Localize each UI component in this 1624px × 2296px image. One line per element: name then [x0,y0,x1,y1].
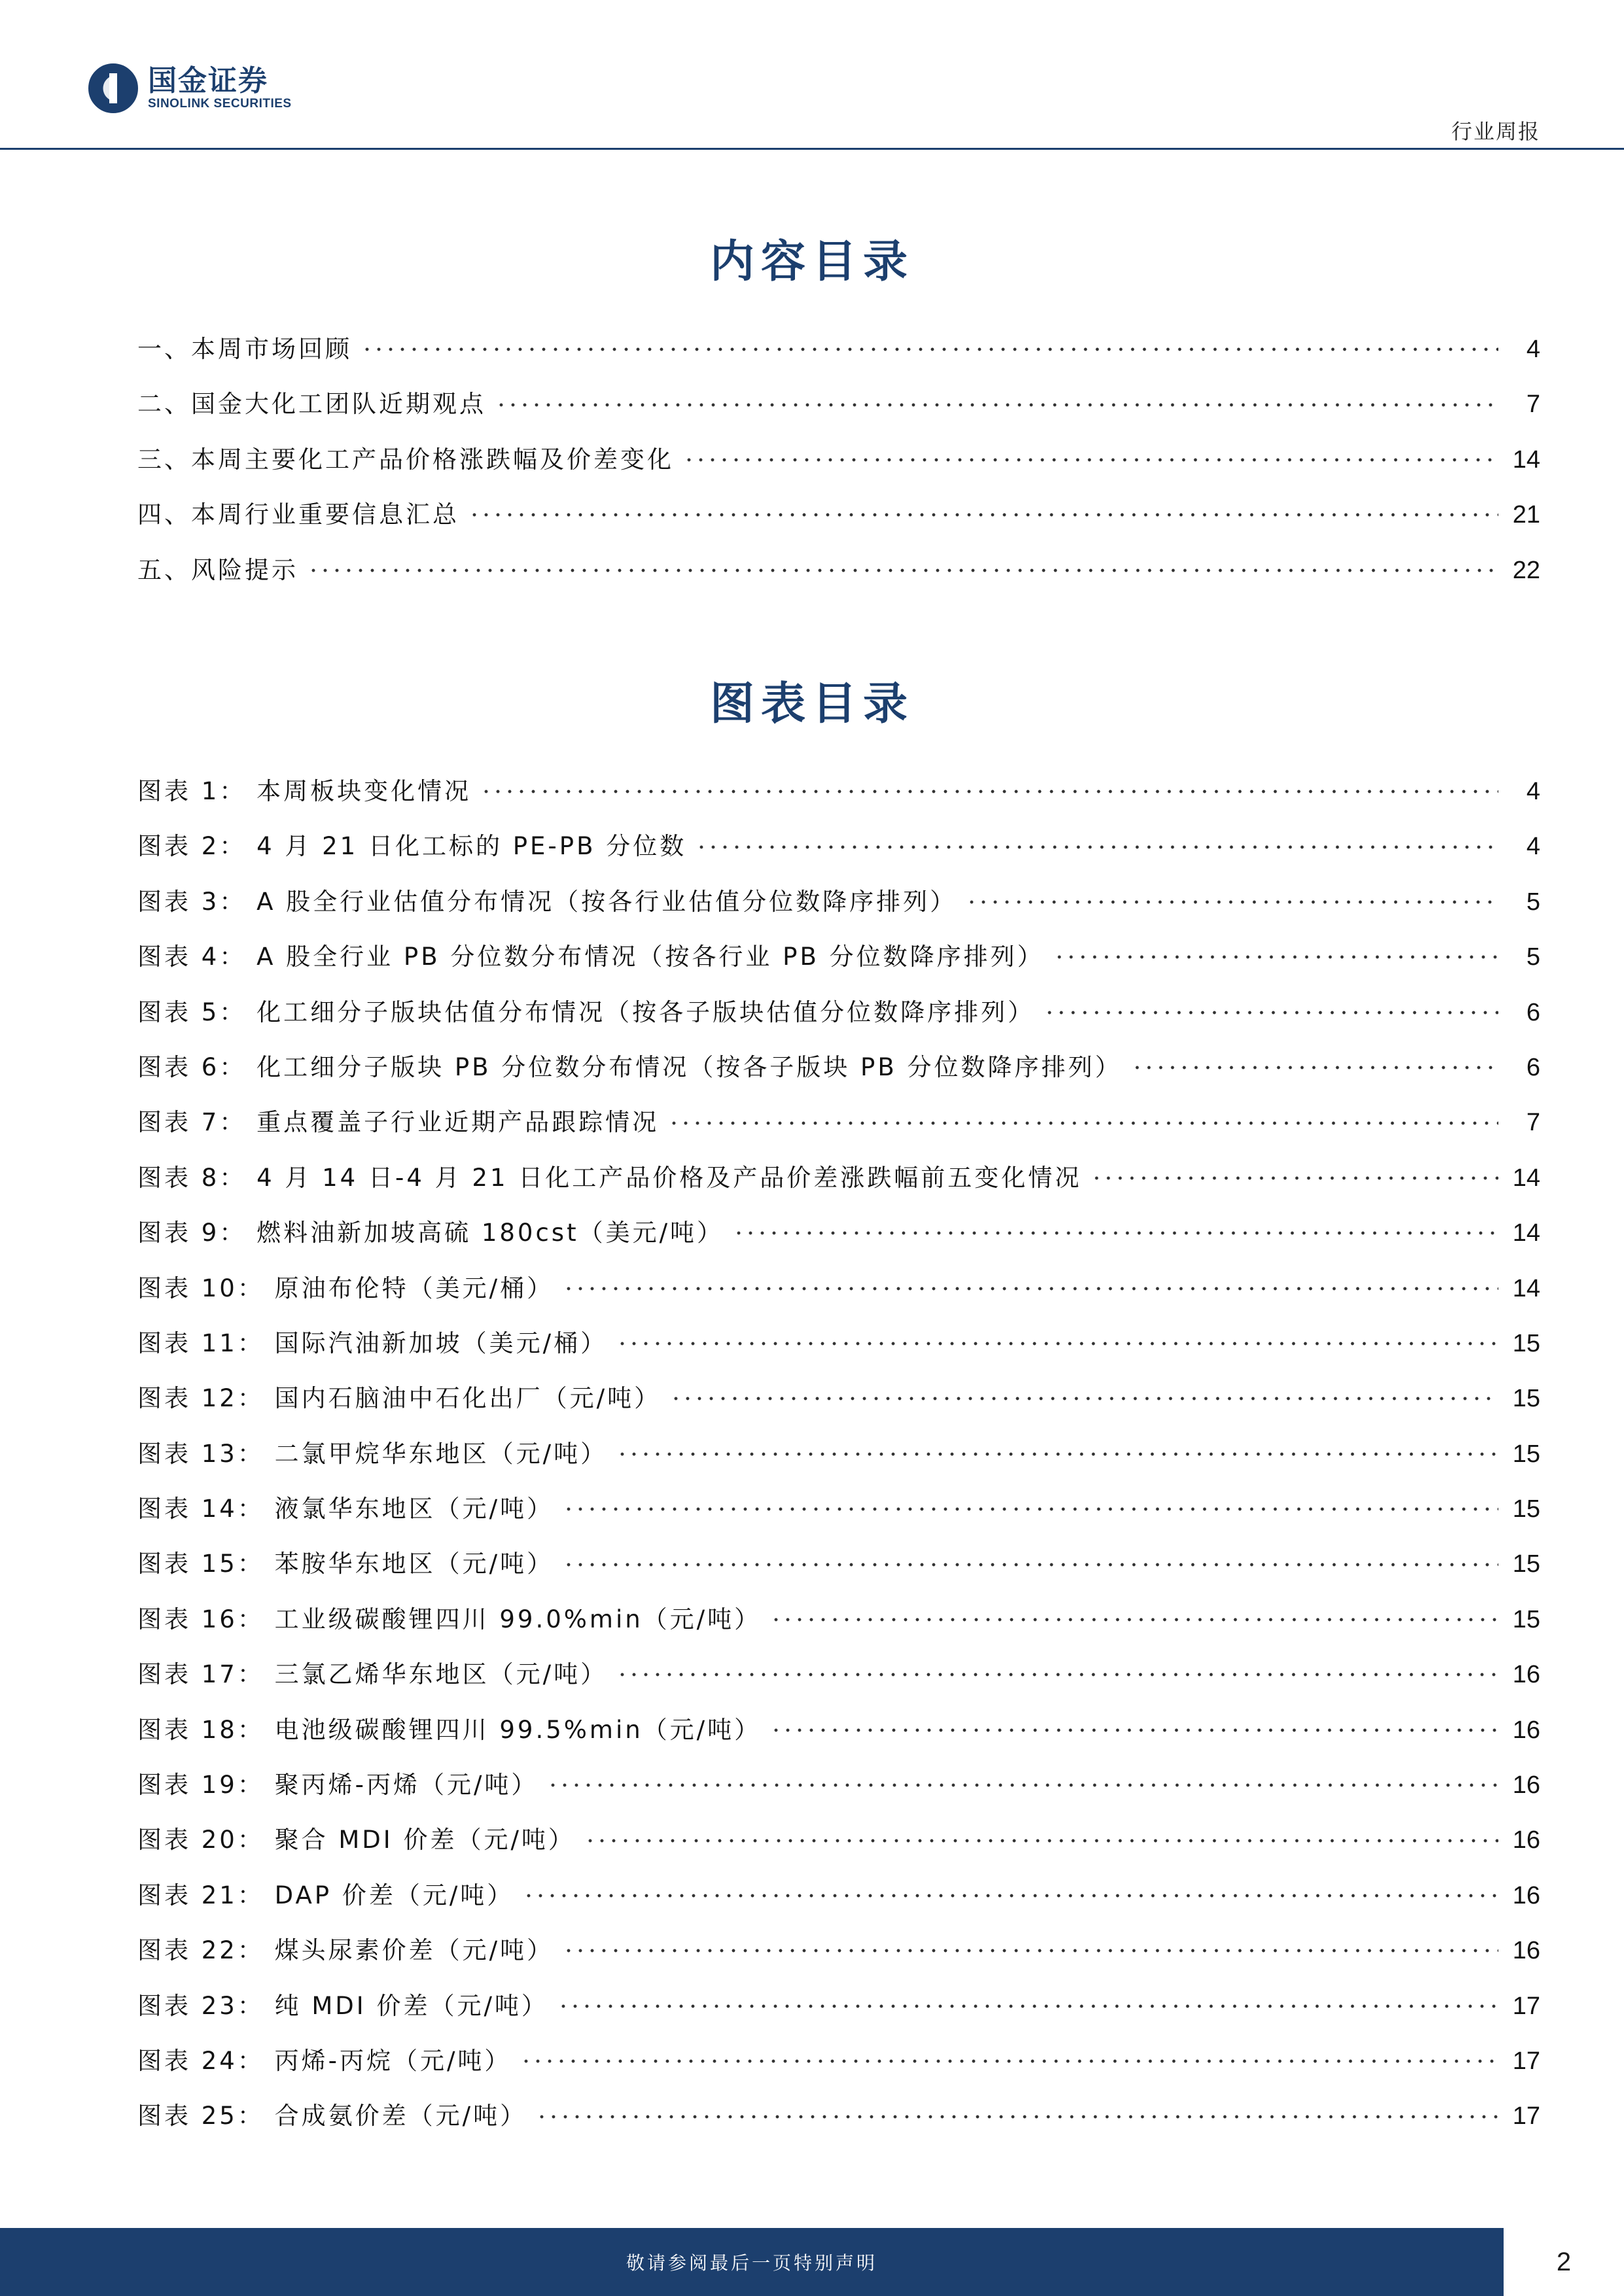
toc-entry[interactable] [137,377,1540,432]
figure-entry-label [137,1427,607,1482]
figure-entry-label [137,1979,548,2034]
figure-entry-label [137,2089,527,2144]
figure-entry-label [137,1261,554,1316]
figure-entry-text: 苯胺华东地区（元/吨） [274,1550,554,1578]
dot-leader [616,1452,1498,1456]
figure-entry[interactable] [137,819,1540,874]
figure-entry-text: 聚丙烯-丙烯（元/吨） [274,1771,538,1800]
figure-entry[interactable] [137,2089,1540,2144]
figure-entry-page: 16 [1512,1826,1540,1854]
figure-entry-number: 图表 10： [137,1274,264,1302]
dot-leader [468,513,1498,517]
dot-leader [696,845,1498,849]
toc-entry-label [137,487,459,542]
toc-entry-page: 21 [1512,501,1540,529]
figures-title: 图表目录 [709,678,914,730]
dot-leader [563,1507,1498,1511]
figure-entry-page: 15 [1512,1385,1540,1413]
figure-entry-page: 5 [1526,943,1540,971]
figure-entry-number: 图表 5： [137,998,247,1026]
figures-list [137,764,1540,2144]
figure-entry-label [137,1868,514,1923]
figure-entry-label [137,1482,554,1537]
figure-entry-number: 图表 22： [137,1936,264,1965]
figure-entry-page: 15 [1512,1495,1540,1523]
figure-entry[interactable] [137,985,1540,1040]
figure-entry-number: 图表 7： [137,1108,247,1137]
figure-entry-label [137,1316,607,1371]
figure-entry-page: 14 [1512,1274,1540,1302]
figure-entry-number: 图表 15： [137,1550,264,1578]
figure-entry-label [137,1758,538,1813]
figure-entry-page: 16 [1512,1937,1540,1965]
figure-entry-label [137,1095,659,1150]
figure-entry-page: 6 [1526,1053,1540,1081]
figure-entry-page: 16 [1512,1661,1540,1689]
figure-entry[interactable] [137,930,1540,984]
figure-entry-text: 化工细分子版块 PB 分位数分布情况（按各子版块 PB 分位数降序排列） [256,1052,1122,1081]
disclaimer-note: 敬请参阅最后一页特别声明 [626,2252,877,2274]
toc-entry-page: 7 [1526,391,1540,419]
toc-entry-text: 三、本周主要化工产品价格涨跌幅及价差变化 [137,445,674,474]
dot-leader [308,568,1498,572]
company-logo [88,63,292,114]
figure-entry-text: 电池级碳酸锂四川 99.5%min（元/吨） [274,1715,762,1744]
toc-entry[interactable] [137,543,1540,598]
toc-entry-label [137,432,674,487]
figure-entry-page: 15 [1512,1550,1540,1578]
toc-entry-text: 五、风险提示 [137,555,298,584]
figure-entry-text: 国内石脑油中石化出厂（元/吨） [274,1384,662,1413]
figure-entry[interactable] [137,1813,1540,1868]
figure-entry[interactable] [137,1537,1540,1592]
dot-leader [1091,1176,1498,1180]
figure-entry[interactable] [137,764,1540,819]
figure-entry-page: 15 [1512,1329,1540,1357]
dot-leader [770,1728,1498,1732]
figure-entry-page: 5 [1526,888,1540,916]
figure-entry-label [137,1206,724,1261]
figure-entry-label [137,819,686,874]
figure-entry-number: 图表 3： [137,887,247,916]
figure-entry-page: 6 [1526,998,1540,1026]
toc-entry-page: 4 [1526,336,1540,363]
figure-entry-number: 图表 20： [137,1826,264,1854]
figure-entry-label [137,1923,554,1978]
figure-entry-text: 纯 MDI 价差（元/吨） [274,1991,548,2020]
figure-entry-text: 丙烯-丙烷（元/吨） [274,2046,512,2075]
sinolink-logo-icon [88,63,139,114]
figure-entry-label [137,1703,761,1758]
figure-entry-page: 4 [1526,833,1540,861]
contents-list [137,322,1540,598]
dot-leader [563,1563,1498,1567]
figure-entry-page: 14 [1512,1219,1540,1247]
dot-leader [616,1673,1498,1677]
figure-entry-text: 液氯华东地区（元/吨） [274,1495,554,1523]
figure-entry-text: 原油布伦特（美元/桶） [274,1274,554,1302]
figure-entry-page: 4 [1526,778,1540,805]
dot-leader [770,1618,1498,1622]
figure-entry-number: 图表 13： [137,1439,264,1468]
figure-entry-label [137,875,957,930]
logo-english-name: SINOLINK SECURITIES [148,97,292,111]
figure-entry-label [137,930,1044,984]
figure-entry[interactable] [137,1868,1540,1923]
toc-entry-text: 一、本周市场回顾 [137,335,352,363]
dot-leader [547,1783,1498,1787]
figure-entry-page: 7 [1526,1109,1540,1137]
figure-entry-label [137,1537,554,1592]
toc-entry-label [137,377,486,432]
figure-entry-page: 15 [1512,1605,1540,1633]
dot-leader [557,2004,1498,2008]
figure-entry-page: 17 [1512,2102,1540,2131]
toc-entry[interactable] [137,487,1540,542]
figure-entry-number: 图表 6： [137,1052,247,1081]
figure-entry-page: 17 [1512,1992,1540,2020]
figure-entry-label [137,2034,511,2089]
figure-entry-number: 图表 18： [137,1715,264,1744]
toc-entry-label [137,543,298,598]
figure-entry-number: 图表 23： [137,1991,264,2020]
figure-entry-number: 图表 2： [137,832,247,861]
page-number: 2 [1556,2247,1572,2276]
toc-entry[interactable] [137,322,1540,377]
figure-entry-number: 图表 16： [137,1605,264,1633]
figure-entry[interactable] [137,1151,1540,1206]
figure-entry-label [137,985,1034,1040]
toc-entry[interactable] [137,432,1540,487]
figure-entry-number: 图表 12： [137,1384,264,1413]
figure-entry-number: 图表 21： [137,1881,264,1909]
figure-entry[interactable] [137,1206,1540,1261]
figure-entry[interactable] [137,2034,1540,2089]
figure-entry-label [137,1371,661,1426]
figure-entry-text: 合成氨价差（元/吨） [274,2102,527,2131]
figure-entry[interactable] [137,1371,1540,1426]
toc-entry-page: 22 [1512,556,1540,584]
figure-entry-label [137,764,471,819]
figure-entry-number: 图表 17： [137,1660,264,1689]
dot-leader [520,2059,1498,2063]
report-type-label: 行业周报 [1451,119,1540,144]
figure-entry-number: 图表 11： [137,1329,264,1357]
figure-entry-number: 图表 9： [137,1219,247,1247]
figure-entry[interactable] [137,1923,1540,1978]
figure-entry-page: 16 [1512,1771,1540,1800]
figure-entry-text: 聚合 MDI 价差（元/吨） [274,1826,575,1854]
figure-entry[interactable] [137,1316,1540,1371]
dot-leader [668,1121,1498,1125]
figure-entry-label [137,1151,1082,1206]
figure-entry-text: 4 月 21 日化工标的 PE-PB 分位数 [256,832,687,861]
contents-title: 内容目录 [709,235,914,288]
figure-entry-label [137,1592,761,1647]
figure-entry-text: 国际汽油新加坡（美元/桶） [274,1329,608,1357]
dot-leader [616,1342,1498,1346]
dot-leader [1053,955,1498,959]
page-footer [0,2228,1624,2296]
figure-entry-number: 图表 4： [137,943,247,971]
dot-leader [584,1839,1498,1843]
figure-entry[interactable] [137,1979,1540,2034]
figure-entry-text: 本周板块变化情况 [256,777,472,805]
figure-entry-page: 15 [1512,1440,1540,1468]
figure-entry[interactable] [137,1647,1540,1702]
dot-leader [966,900,1498,904]
header-divider [0,148,1624,150]
dot-leader [683,458,1498,462]
figure-entry-number: 图表 8： [137,1163,247,1192]
figure-entry[interactable] [137,1592,1540,1647]
page-header [0,0,1624,152]
dot-leader [1044,1011,1498,1015]
figure-entry-number: 图表 25： [137,2102,264,2131]
toc-entry-text: 四、本周行业重要信息汇总 [137,500,459,529]
figure-entry[interactable] [137,1095,1540,1150]
figure-entry[interactable] [137,1427,1540,1482]
figure-entry-label [137,1040,1122,1095]
figure-entry-text: A 股全行业估值分布情况（按各行业估值分位数降序排列） [256,887,957,916]
figure-entry-text: 化工细分子版块估值分布情况（按各子版块估值分位数降序排列） [256,998,1035,1026]
dot-leader [536,2115,1498,2119]
figure-entry-text: A 股全行业 PB 分位数分布情况（按各行业 PB 分位数降序排列） [256,943,1044,971]
figure-entry-text: DAP 价差（元/吨） [274,1881,514,1909]
dot-leader [480,790,1498,793]
figure-entry-page: 16 [1512,1716,1540,1744]
figure-entry-page: 17 [1512,2047,1540,2075]
dot-leader [523,1894,1498,1898]
figure-entry-text: 燃料油新加坡高硫 180cst（美元/吨） [256,1219,724,1247]
figure-entry-text: 4 月 14 日-4 月 21 日化工产品价格及产品价差涨跌幅前五变化情况 [256,1163,1082,1192]
toc-entry-page: 14 [1512,445,1540,474]
figure-entry[interactable] [137,875,1540,930]
figure-entry-label [137,1813,575,1868]
figure-entry-text: 重点覆盖子行业近期产品跟踪情况 [256,1108,660,1137]
toc-entry-label [137,322,352,377]
dot-leader [1131,1066,1498,1070]
figure-entry[interactable] [137,1758,1540,1813]
figure-entry-number: 图表 1： [137,777,247,805]
dot-leader [670,1397,1498,1400]
logo-chinese-name: 国金证券 [148,64,268,97]
footer-bar [0,2228,1504,2296]
figure-entry-number: 图表 24： [137,2046,264,2075]
figure-entry[interactable] [137,1703,1540,1758]
figure-entry-text: 三氯乙烯华东地区（元/吨） [274,1660,608,1689]
figure-entry-label [137,1647,607,1702]
figure-entry[interactable] [137,1482,1540,1537]
dot-leader [563,1949,1498,1953]
figure-entry-page: 16 [1512,1881,1540,1909]
figure-entry-page: 14 [1512,1164,1540,1192]
figure-entry-number: 图表 19： [137,1771,264,1800]
figure-entry-number: 图表 14： [137,1495,264,1523]
dot-leader [563,1287,1498,1291]
dot-leader [495,403,1498,407]
dot-leader [733,1231,1498,1235]
toc-entry-text: 二、国金大化工团队近期观点 [137,390,486,419]
figure-entry-text: 煤头尿素价差（元/吨） [274,1936,554,1965]
dot-leader [361,347,1498,351]
figure-entry[interactable] [137,1261,1540,1316]
figure-entry-text: 工业级碳酸锂四川 99.0%min（元/吨） [274,1605,762,1633]
figure-entry-text: 二氯甲烷华东地区（元/吨） [274,1439,608,1468]
figure-entry[interactable] [137,1040,1540,1095]
